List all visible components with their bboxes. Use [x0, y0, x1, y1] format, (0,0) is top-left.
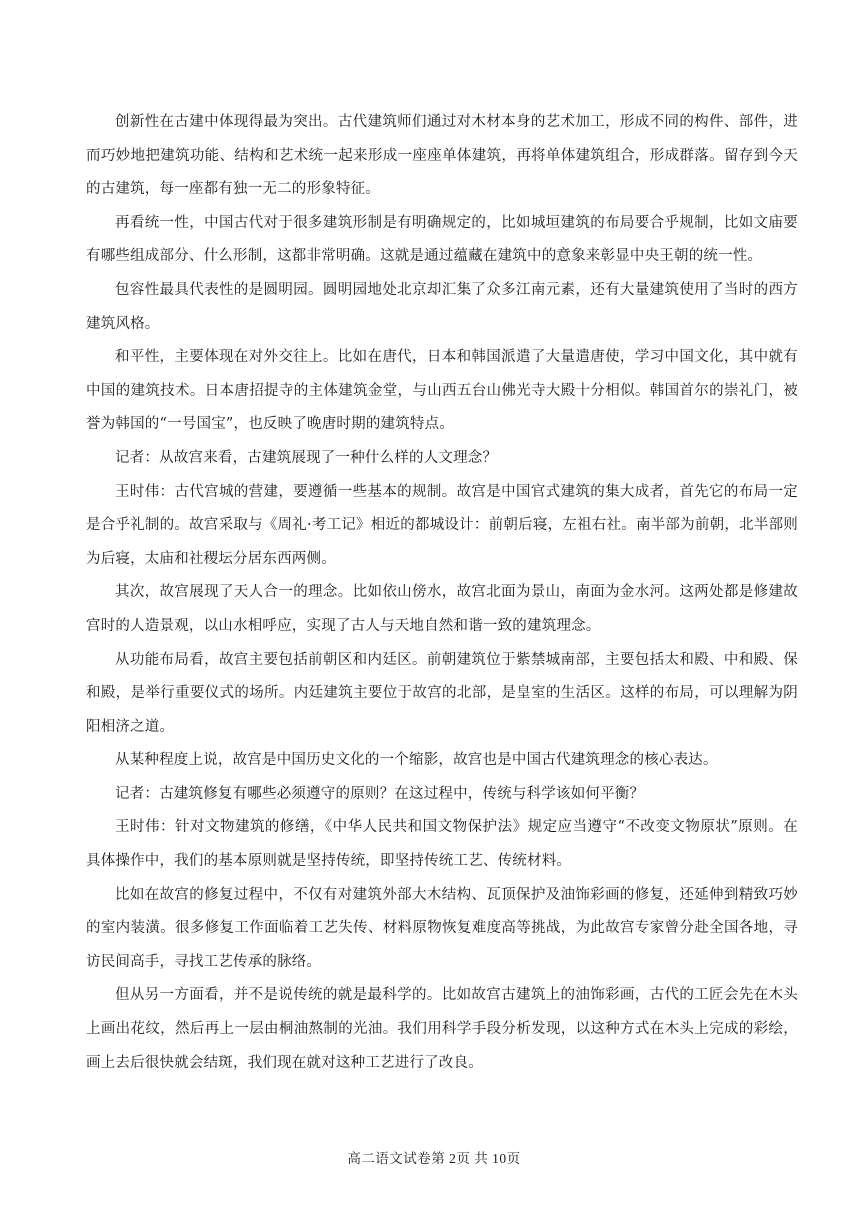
paragraph: 王时伟：针对文物建筑的修缮，《中华人民共和国文物保护法》规定应当遵守“不改变文物原状”原则。在具体操作中，我们的基本原则就是坚持传统，即坚持传统工艺、传统材料。 [86, 819, 798, 870]
document-body [86, 106, 798, 1080]
paragraph: 王时伟：古代宫城的营建，要遵循一些基本的规制。故宫是中国官式建筑的集大成者，首先它的布局一定是合乎礼制的。故宫采取与《周礼·考工记》相近的都城设计：前朝后寝，左祖右社。南半部为前朝，北半部则为后寝，太庙和社稷坛分居东西两侧。 [86, 483, 798, 567]
paragraph: 从功能布局看，故宫主要包括前朝区和内廷区。前朝建筑位于紫禁城南部，主要包括太和殿、中和殿、保和殿，是举行重要仪式的场所。内廷建筑主要位于故宫的北部，是皇室的生活区。这样的布局，可以理解为阴阳相济之道。 [86, 651, 798, 735]
paragraph: 记者：从故宫来看，古建筑展现了一种什么样的人文理念？ [115, 449, 498, 466]
paragraph: 其次，故宫展现了天人合一的理念。比如依山傍水，故宫北面为景山，南面为金水河。这两处都是修建故宫时的人造景观，以山水相呼应，实现了古人与天地自然和谐一致的建筑理念。 [86, 584, 798, 634]
page-footer: 高二语文试卷第 2页 共 10页 [347, 1151, 521, 1166]
paragraph: 再看统一性，中国古代对于很多建筑形制是有明确规定的，比如城垣建筑的布局要合乎规制，比如文庙要有哪些组成部分、什么形制，这都非常明确。这就是通过蕴藏在建筑中的意象来彰显中央王朝的统一性。 [86, 214, 798, 265]
paragraph: 但从另一方面看，并不是说传统的就是最科学的。比如故宫古建筑上的油饰彩画，古代的工匠会先在木头上画出花纹，然后再上一层由桐油熬制的光油。我们用科学手段分析发现，以这种方式在木头上完成的彩绘，画上去后很快就会结斑，我们现在就对这种工艺进行了改良。 [86, 987, 798, 1071]
paragraph: 比如在故宫的修复过程中，不仅有对建筑外部大木结构、瓦顶保护及油饰彩画的修复，还延伸到精致巧妙的室内装潢。很多修复工作面临着工艺失传、材料原物恢复难度高等挑战，为此故宫专家曾分赴全国各地，寻访民间高手，寻找工艺传承的脉络。 [86, 886, 798, 970]
paragraph: 从某种程度上说，故宫是中国历史文化的一个缩影，故宫也是中国古代建筑理念的核心表达。 [115, 752, 718, 769]
paragraph: 记者：古建筑修复有哪些必须遵守的原则？在这过程中，传统与科学该如何平衡？ [115, 785, 645, 802]
paragraph: 包容性最具代表性的是圆明园。圆明园地处北京却汇集了众多江南元素，还有大量建筑使用了当时的西方建筑风格。 [86, 281, 798, 332]
paragraph: 创新性在古建中体现得最为突出。古代建筑师们通过对木材本身的艺术加工，形成不同的构件、部件，进而巧妙地把建筑功能、结构和艺术统一起来形成一座座单体建筑，再将单体建筑组合，形成群落。留存到今天的古建筑，每一座都有独一无二的形象特征。 [86, 114, 798, 198]
paragraph: 和平性，主要体现在对外交往上。比如在唐代，日本和韩国派遣了大量遣唐使，学习中国文化，其中就有中国的建筑技术。日本唐招提寺的主体建筑金堂，与山西五台山佛光寺大殿十分相似。韩国首尔的崇礼门，被誉为韩国的“一号国宝”，也反映了晚唐时期的建筑特点。 [86, 349, 798, 433]
